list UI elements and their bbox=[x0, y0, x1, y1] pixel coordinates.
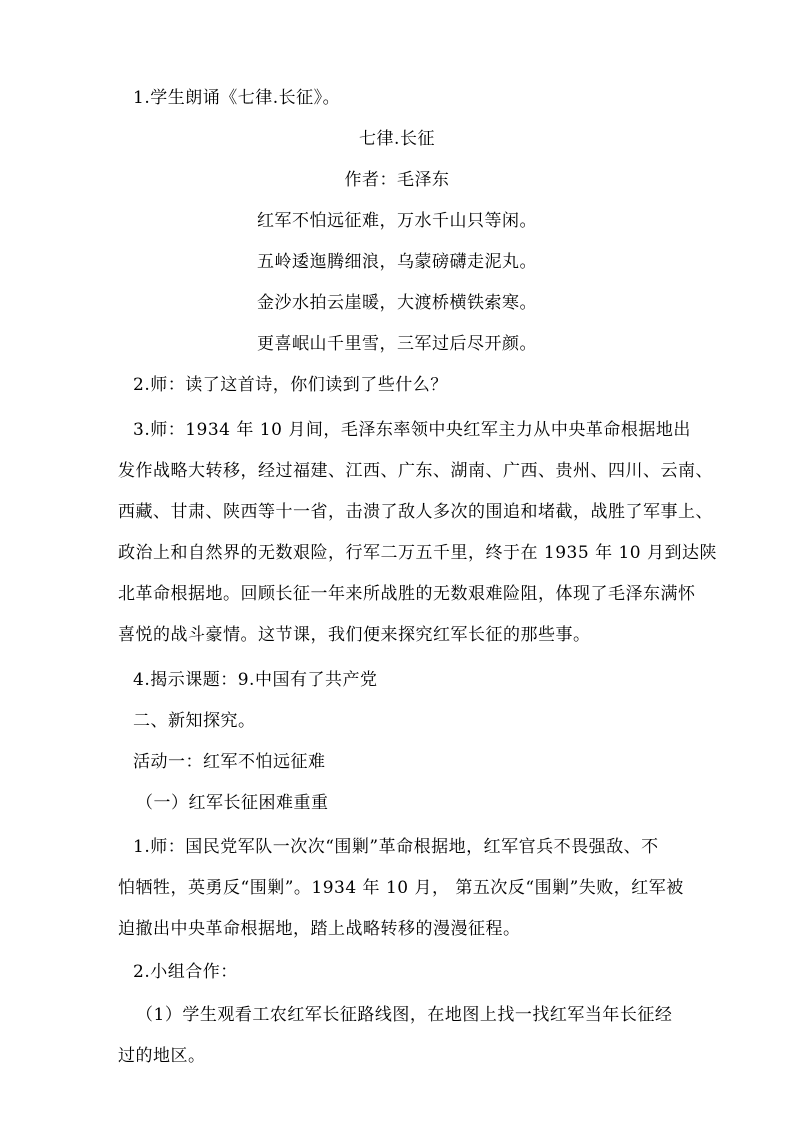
paragraph-3-line: 西藏、甘肃、陕西等十一省，击溃了敌人多次的围追和堵截，战胜了军事上、 bbox=[118, 502, 713, 522]
poem-author: 作者：毛泽东 bbox=[344, 170, 450, 190]
activity-heading: 活动一：红军不怕远征难 bbox=[133, 752, 326, 772]
paragraph-5-line: 1.师：国民党军队一次次“围剿”革命根据地，红军官兵不畏强敌、不 bbox=[133, 837, 659, 857]
subsection-heading: （一）红军长征困难重重 bbox=[136, 793, 329, 813]
poem-title: 七律.长征 bbox=[359, 129, 435, 149]
poem-line-1: 红军不怕远征难，万水千山只等闲。 bbox=[257, 211, 537, 231]
poem-line-2: 五岭逶迤腾细浪，乌蒙磅礴走泥丸。 bbox=[257, 252, 537, 272]
paragraph-7-line: 过的地区。 bbox=[118, 1046, 206, 1066]
intro-line: 1.学生朗诵《七律.长征》。 bbox=[133, 88, 341, 108]
paragraph-7-line: （1）学生观看工农红军长征路线图，在地图上找一找红军当年长征经 bbox=[136, 1005, 673, 1025]
poem-line-4: 更喜岷山千里雪，三军过后尽开颜。 bbox=[257, 334, 537, 354]
paragraph-2: 2.师：读了这首诗，你们读到了些什么？ bbox=[133, 375, 448, 395]
paragraph-3-line: 北革命根据地。回顾长征一年来所战胜的无数艰难险阻，体现了毛泽东满怀 bbox=[118, 584, 696, 604]
paragraph-5-line: 迫撤出中央革命根据地，踏上战略转移的漫漫征程。 bbox=[118, 919, 521, 939]
paragraph-3-line: 政治上和自然界的无数艰险，行军二万五千里，终于在 1935 年 10 月到达陕 bbox=[118, 543, 718, 563]
section-heading: 二、新知探究。 bbox=[133, 711, 256, 731]
paragraph-5-line: 怕牺牲，英勇反“围剿”。1934 年 10 月， 第五次反“围剿”失败，红军被 bbox=[118, 878, 684, 898]
paragraph-6: 2.小组合作： bbox=[133, 962, 238, 982]
paragraph-3-line: 3.师：1934 年 10 月间，毛泽东率领中央红军主力从中央革命根据地出 bbox=[133, 420, 691, 440]
paragraph-3-line: 喜悦的战斗豪情。这节课，我们便来探究红军长征的那些事。 bbox=[118, 625, 591, 645]
poem-line-3: 金沙水拍云崖暖，大渡桥横铁索寒。 bbox=[257, 293, 537, 313]
paragraph-4: 4.揭示课题：9.中国有了共产党 bbox=[133, 670, 378, 690]
paragraph-3-line: 发作战略大转移，经过福建、江西、广东、湖南、广西、贵州、四川、云南、 bbox=[118, 461, 713, 481]
